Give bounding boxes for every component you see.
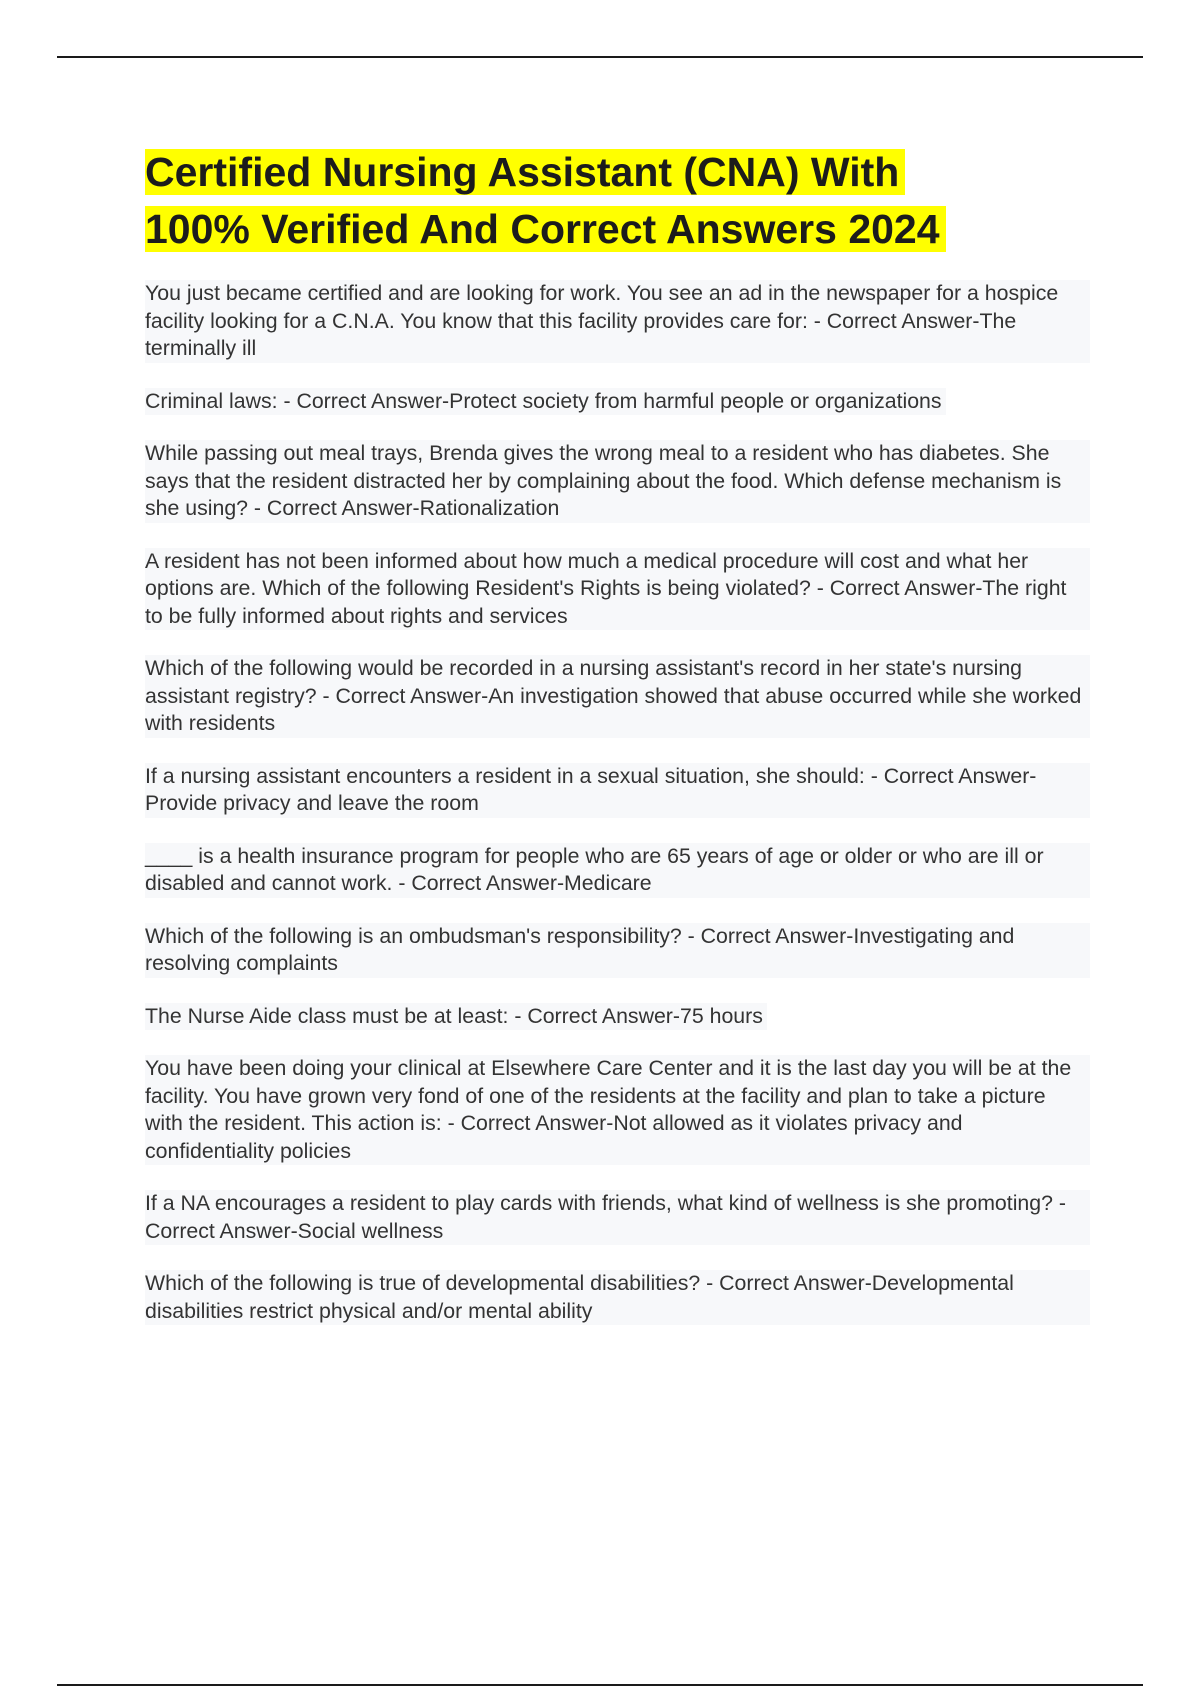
qa-text: A resident has not been informed about how much a medical procedure will cost and what her options are. Which of the following Resident's Rights is being violated? - Correct Answer-The right to be fully informed about rights and services: [145, 548, 1090, 631]
qa-item: [145, 388, 1090, 416]
qa-item: [145, 440, 1090, 523]
qa-text: If a NA encourages a resident to play cards with friends, what kind of wellness is she promoting? - Correct Answer-Social wellness: [145, 1190, 1090, 1245]
qa-text: You have been doing your clinical at Elsewhere Care Center and it is the last day you will be at the facility. You have grown very fond of one of the residents at the facility and plan to take a picture with the resident. This action is: - Correct Answer-Not allowed as it violates privacy and confidentiality policies: [145, 1055, 1090, 1165]
bottom-rule: [57, 1684, 1143, 1686]
qa-item: [145, 923, 1090, 978]
qa-text: Which of the following is an ombudsman's responsibility? - Correct Answer-Investigating and resolving complaints: [145, 923, 1090, 978]
qa-item: [145, 1055, 1090, 1165]
qa-text: Which of the following is true of developmental disabilities? - Correct Answer-Developmental disabilities restrict physical and/or mental ability: [145, 1270, 1090, 1325]
top-rule: [57, 56, 1143, 58]
qa-text: While passing out meal trays, Brenda gives the wrong meal to a resident who has diabetes. She says that the resident distracted her by complaining about the food. Which defense mechanism is she using? - Correct Answer-Rationalization: [145, 440, 1090, 523]
qa-item: [145, 763, 1090, 818]
qa-text: You just became certified and are looking for work. You see an ad in the newspaper for a hospice facility looking for a C.N.A. You know that this facility provides care for: - Correct Answer-The terminally ill: [145, 280, 1090, 363]
qa-text: Criminal laws: - Correct Answer-Protect society from harmful people or organizations: [145, 388, 946, 416]
qa-item: [145, 1190, 1090, 1245]
title-line-1: Certified Nursing Assistant (CNA) With: [145, 149, 905, 195]
qa-item: [145, 548, 1090, 631]
title-line-2: 100% Verified And Correct Answers 2024: [145, 206, 946, 252]
qa-item: [145, 1270, 1090, 1325]
qa-text: If a nursing assistant encounters a resident in a sexual situation, she should: - Correct Answer-Provide privacy and leave the room: [145, 763, 1090, 818]
document-body: [145, 144, 1090, 1350]
qa-text: ____ is a health insurance program for people who are 65 years of age or older or who are ill or disabled and cannot work. - Correct Answer-Medicare: [145, 843, 1090, 898]
qa-text: The Nurse Aide class must be at least: - Correct Answer-75 hours: [145, 1003, 767, 1031]
qa-item: [145, 1003, 1090, 1031]
document-title: [145, 144, 1090, 258]
qa-text: Which of the following would be recorded in a nursing assistant's record in her state's nursing assistant registry? - Correct Answer-An investigation showed that abuse occurred while she worked with residents: [145, 655, 1090, 738]
qa-item: [145, 655, 1090, 738]
qa-item: [145, 280, 1090, 363]
qa-item: [145, 843, 1090, 898]
